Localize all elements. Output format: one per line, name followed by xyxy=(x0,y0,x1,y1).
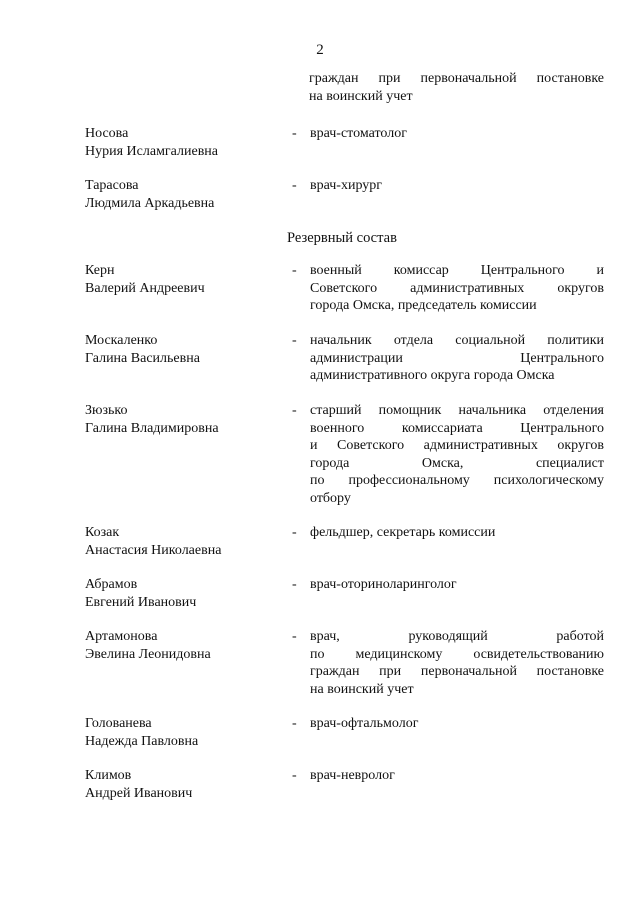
role-line: административного округа города Омска xyxy=(310,368,555,383)
member-given-name: Евгений Иванович xyxy=(85,594,197,610)
role-line: города Омска, председатель комиссии xyxy=(310,298,537,313)
role-line: врач-офтальмолог xyxy=(310,716,419,731)
member-surname: Зюзько xyxy=(85,403,128,418)
dash-separator: - xyxy=(292,629,297,644)
dash-separator: - xyxy=(292,716,297,731)
member-role xyxy=(310,767,604,785)
dash-separator: - xyxy=(292,178,297,193)
member-name xyxy=(85,177,285,212)
dash-separator: - xyxy=(292,333,297,348)
member-surname: Козак xyxy=(85,525,120,540)
role-line: врач-стоматолог xyxy=(310,126,407,141)
role-line: начальник отдела социальной политики xyxy=(310,333,604,348)
role-line: на воинский учет xyxy=(310,681,414,697)
dash-separator: - xyxy=(292,126,297,141)
continued-role-line: граждан при первоначальной постановке xyxy=(309,71,604,86)
role-line: граждан при первоначальной постановке xyxy=(310,664,604,679)
member-surname: Тарасова xyxy=(85,178,139,193)
role-line: города Омска, специалист xyxy=(310,455,604,471)
member-role xyxy=(310,177,604,195)
role-line: врач, руководящий работой xyxy=(310,629,604,644)
member-given-name: Андрей Иванович xyxy=(85,785,193,801)
role-line: администрации Центрального xyxy=(310,350,604,366)
member-given-name: Валерий Андреевич xyxy=(85,280,205,296)
role-line: врач-оториноларинголог xyxy=(310,577,457,592)
member-name xyxy=(85,332,285,367)
role-line: по профессиональному психологическому xyxy=(310,473,604,488)
member-role xyxy=(310,715,604,733)
member-role xyxy=(310,402,604,507)
role-line: военный комиссар Центрального и xyxy=(310,263,604,278)
role-line: и Советского административных округов xyxy=(310,438,604,453)
member-given-name: Надежда Павловна xyxy=(85,733,199,749)
member-surname: Керн xyxy=(85,263,115,278)
role-line: отбору xyxy=(310,490,351,506)
member-name xyxy=(85,524,285,559)
member-given-name: Эвелина Леонидовна xyxy=(85,646,211,662)
member-name xyxy=(85,576,285,611)
dash-separator: - xyxy=(292,263,297,278)
page-number: 2 xyxy=(316,42,324,58)
section-heading: Резервный состав xyxy=(287,230,397,246)
role-line: по медицинскому освидетельствованию xyxy=(310,646,604,662)
member-given-name: Галина Владимировна xyxy=(85,420,219,436)
role-line: врач-невролог xyxy=(310,768,395,783)
role-line: фельдшер, секретарь комиссии xyxy=(310,525,496,540)
member-name xyxy=(85,715,285,750)
role-line: Советского административных округов xyxy=(310,280,604,296)
member-surname: Голованева xyxy=(85,716,152,731)
member-name xyxy=(85,767,285,802)
member-name xyxy=(85,125,285,160)
dash-separator: - xyxy=(292,768,297,783)
member-given-name: Людмила Аркадьевна xyxy=(85,195,215,211)
member-surname: Носова xyxy=(85,126,129,141)
continued-role-line: на воинский учет xyxy=(309,88,413,104)
dash-separator: - xyxy=(292,577,297,592)
member-role xyxy=(310,524,604,542)
member-name xyxy=(85,628,285,663)
member-surname: Климов xyxy=(85,768,132,783)
member-surname: Артамонова xyxy=(85,629,158,644)
dash-separator: - xyxy=(292,525,297,540)
member-given-name: Нурия Исламгалиевна xyxy=(85,143,219,159)
role-line: военного комиссариата Центрального xyxy=(310,420,604,436)
member-given-name: Анастасия Николаевна xyxy=(85,542,222,558)
member-role xyxy=(310,576,604,594)
role-line: врач-хирург xyxy=(310,178,383,193)
dash-separator: - xyxy=(292,403,297,418)
member-role xyxy=(310,628,604,698)
member-role xyxy=(310,125,604,143)
member-name xyxy=(85,262,285,297)
member-role xyxy=(310,332,604,385)
continued-role-text xyxy=(309,70,604,105)
member-name xyxy=(85,402,285,437)
role-line: старший помощник начальника отделения xyxy=(310,403,604,418)
member-surname: Москаленко xyxy=(85,333,158,348)
member-role xyxy=(310,262,604,315)
member-surname: Абрамов xyxy=(85,577,138,592)
member-given-name: Галина Васильевна xyxy=(85,350,200,366)
